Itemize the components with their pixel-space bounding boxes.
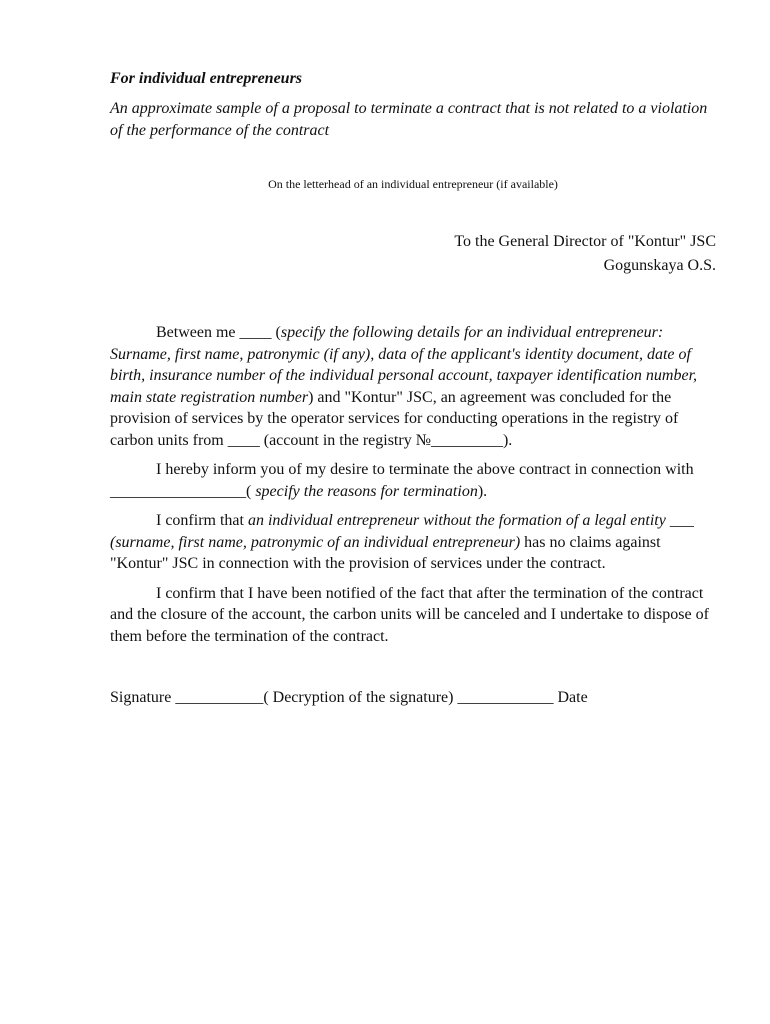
document-subtitle: An approximate sample of a proposal to terminate a contract that is not related to a violation of the performance of the contract xyxy=(110,100,708,139)
letter-body xyxy=(110,322,716,647)
paragraph-no-claims-start: I confirm that xyxy=(156,512,248,529)
paragraph-termination-start: I hereby inform you of my desire to terminate the above contract in connection with _________________( xyxy=(110,461,694,500)
paragraph-no-claims-end: has no claims against "Kontur" JSC in connection with the provision of services under the contract. xyxy=(110,533,661,572)
paragraph-no-claims xyxy=(110,510,716,575)
paragraph-agreement-end: ) and "Kontur" JSC, an agreement was concluded for the provision of services by the operator services for conducting operations in the registry of carbon units from ____ (account in the registry №_________). xyxy=(110,388,679,449)
addressee-line-1: To the General Director of "Kontur" JSC xyxy=(454,233,716,250)
document-category-title: For individual entrepreneurs xyxy=(110,70,303,87)
paragraph-notification: I confirm that I have been notified of the fact that after the termination of the contract and the closure of the account, the carbon units will be canceled and I undertake to dispose of them before the termination of the contract. xyxy=(110,584,709,645)
paragraph-agreement-start: Between me ____ ( xyxy=(156,324,281,341)
addressee-line-2: Gogunskaya O.S. xyxy=(603,257,716,274)
signature-line: Signature ___________( Decryption of the signature) ____________ Date xyxy=(110,689,588,706)
paragraph-agreement xyxy=(110,322,716,451)
paragraph-termination-italic: specify the reasons for termination xyxy=(255,482,478,500)
paragraph-agreement-italic: specify the following details for an individual entrepreneur: Surname, first name, patronymic (if any), data of the applicant's identity document, date of birth, insurance number of the individual personal account, taxpayer identification number, main state registration number xyxy=(110,324,698,406)
letterhead-note: On the letterhead of an individual entrepreneur (if available) xyxy=(268,177,558,191)
paragraph-no-claims-italic: an individual entrepreneur without the formation of a legal entity ___ (surname, first name, patronymic of an individual entrepreneur) xyxy=(110,512,694,551)
addressee-block xyxy=(110,230,716,278)
paragraph-termination-end: ). xyxy=(477,482,488,500)
paragraph-termination-intent xyxy=(110,459,716,502)
document-page xyxy=(110,68,716,709)
